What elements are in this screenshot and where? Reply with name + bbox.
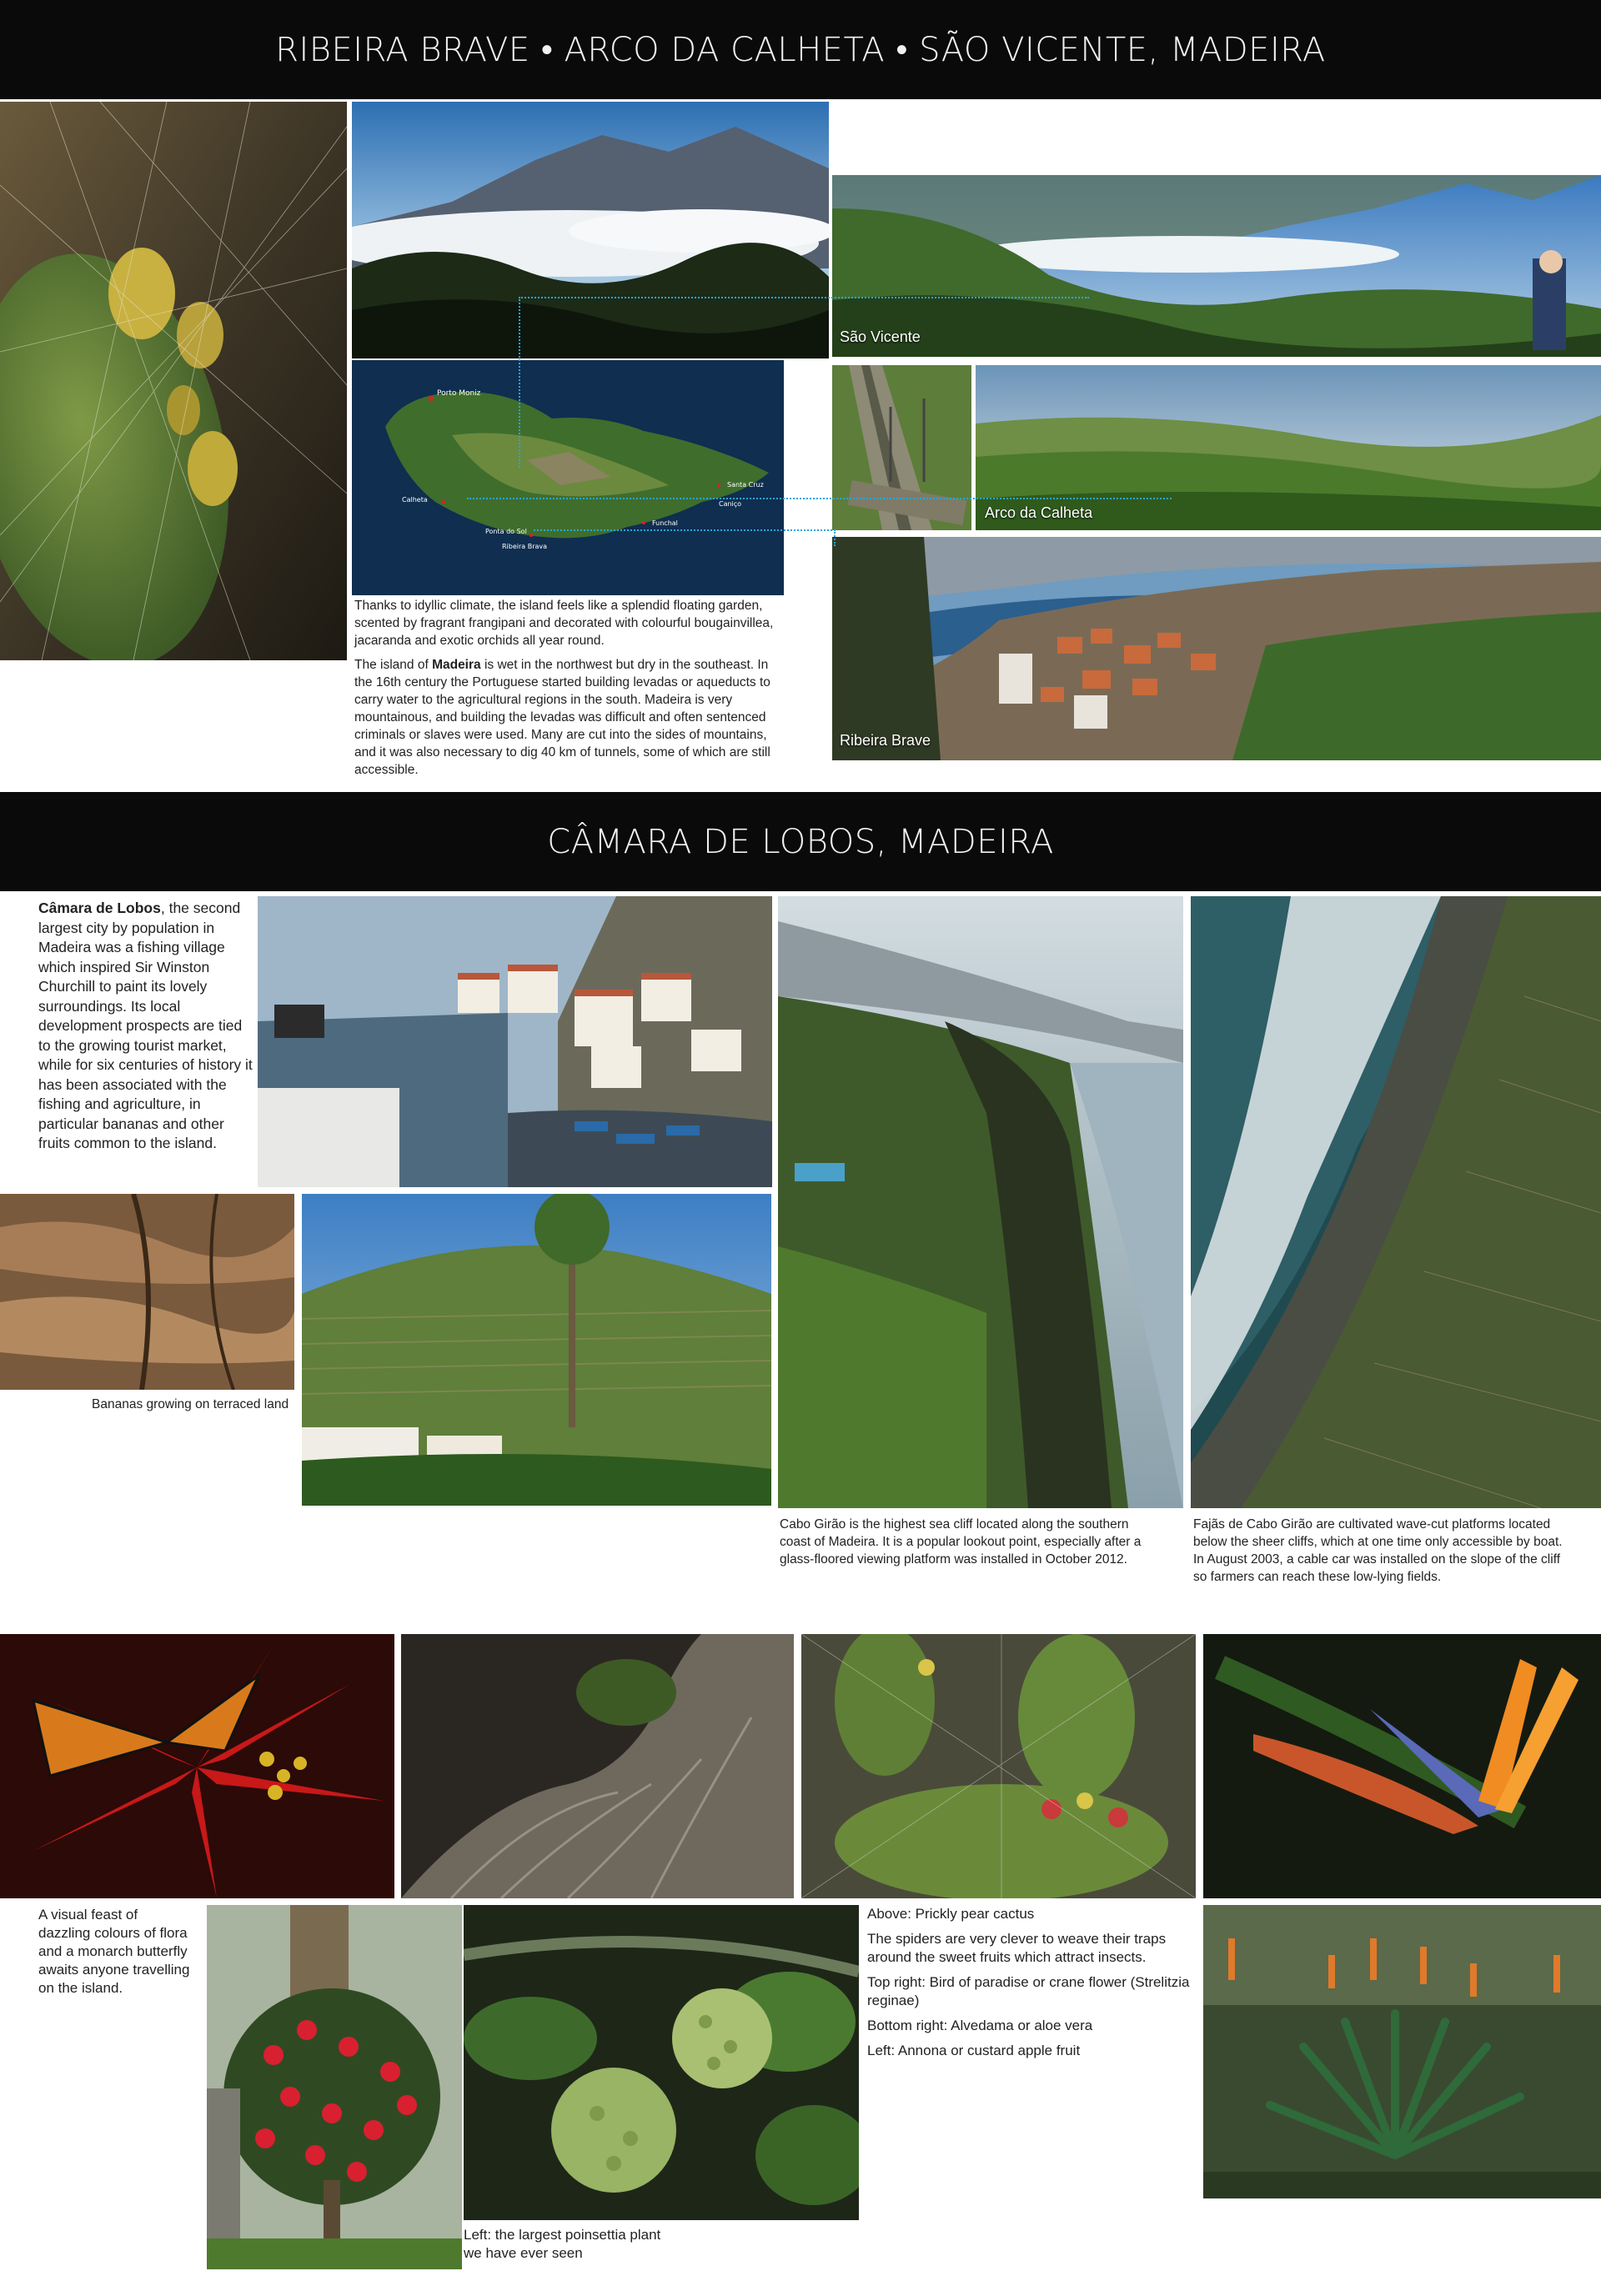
photo-bird-of-paradise <box>1203 1634 1601 1898</box>
camara-bold: Câmara de Lobos <box>38 900 161 916</box>
connector-sao-vicente <box>519 297 1089 298</box>
photo-tree-trunk <box>401 1634 794 1898</box>
note-custard-apple: Left: Annona or custard apple fruit <box>867 2043 1081 2058</box>
photo-prickly-pear-web <box>0 102 347 660</box>
section-title-text: RIBEIRA BRAVE • ARCO DA CALHETA • SÃO VICENTE, MADEIRA <box>275 30 1326 69</box>
photo-camara-harbour <box>258 896 772 1187</box>
photo-mountain-clouds <box>352 102 829 358</box>
section-title-camara-de-lobos <box>0 792 1601 891</box>
connector-ribeira-h <box>534 529 836 531</box>
poinsettia-caption-line1: Left: the largest poinsettia plant <box>464 2227 661 2243</box>
poinsettia-caption-line2: we have ever seen <box>464 2245 583 2261</box>
section-title-ribeira-brave <box>0 0 1601 99</box>
photo-custard-apple <box>464 1905 859 2220</box>
section-title-text: CÂMARA DE LOBOS, MADEIRA <box>547 822 1054 861</box>
map-label-ribeira-brava: Ribeira Brava <box>502 543 548 550</box>
label-arco-da-calheta: Arco da Calheta <box>985 504 1093 521</box>
connector-arco <box>467 498 1172 499</box>
map-label-ponta-do-sol: Ponta do Sol <box>485 528 527 535</box>
note-spiders: The spiders are very clever to weave their traps around the sweet fruits which attract insects. <box>867 1931 1167 1965</box>
photo-poinsettia-tree <box>207 1905 462 2269</box>
bananas-caption: Bananas growing on terraced land <box>92 1397 289 1411</box>
madeira-intro-text <box>354 597 788 785</box>
photo-levada <box>832 365 971 530</box>
note-bird-of-paradise: Top right: Bird of paradise or crane flower (Strelitzia reginae) <box>867 1974 1190 2008</box>
photo-monarch-poinsettia <box>0 1634 394 1898</box>
note-prickly-pear: Above: Prickly pear cactus <box>867 1906 1035 1922</box>
flora-notes <box>867 1905 1194 2067</box>
map-label-canico: Caniço <box>719 500 742 508</box>
connector-sao-vicente-v <box>519 297 520 468</box>
photo-aloe-vera <box>1203 1905 1601 2198</box>
label-ribeira-brave: Ribeira Brave <box>840 732 931 749</box>
camara-intro-text: Câmara de Lobos, the second largest city by population in Madeira was a fishing village which inspired Sir Winston Churchill to paint its lovely surroundings. Its local development prospects are tied to the growing tourist market, while for six centuries of history it has been associated with the fishing and agriculture, in particular bananas and other fruits common to the island. <box>38 900 253 1151</box>
label-sao-vicente: São Vicente <box>840 328 921 345</box>
madeira-bold: Madeira <box>432 658 481 672</box>
photo-prickly-pear <box>801 1634 1196 1898</box>
photo-madeira-map <box>352 360 784 595</box>
connector-ribeira-v <box>834 529 836 546</box>
photo-sao-vicente <box>832 175 1601 357</box>
photo-banana-terraces <box>302 1194 771 1506</box>
photo-fajas-cabo-girao <box>1191 896 1601 1508</box>
cabo-girao-caption: Cabo Girão is the highest sea cliff located along the southern coast of Madeira. It is a popular lookout point, especially after a glass-floored viewing platform was installed in October 2012. <box>780 1517 1142 1567</box>
map-label-calheta: Calheta <box>402 496 428 504</box>
madeira-intro-p2: The island of Madeira is wet in the northwest but dry in the southeast. In the 16th century the Portuguese started building levadas or aqueducts to carry water to the agricultural regions in the south. Madeira is very mountainous, and building the levadas was difficult and often sentenced criminals or slaves were used. Many are cut into the sides of mountains, and it was also necessary to dig 40 km of tunnels, some of which are still accessible. <box>354 658 770 777</box>
map-label-porto-moniz: Porto Moniz <box>437 389 481 398</box>
photo-bark <box>0 1194 294 1390</box>
map-label-funchal: Funchal <box>652 519 678 527</box>
photo-cabo-girao <box>778 896 1183 1508</box>
poinsettia-caption <box>464 2226 660 2263</box>
madeira-intro-p1: Thanks to idyllic climate, the island feels like a splendid floating garden, scented by fragrant frangipani and decorated with colourful bougainvillea, jacaranda and exotic orchids all year round. <box>354 599 774 648</box>
photo-ribeira-brave <box>832 537 1601 760</box>
feast-caption: A visual feast of dazzling colours of flora and a monarch butterfly awaits anyone travelling on the island. <box>38 1907 190 1996</box>
note-aloe-vera: Bottom right: Alvedama or aloe vera <box>867 2018 1093 2033</box>
map-label-santa-cruz: Santa Cruz <box>727 481 764 489</box>
fajas-caption: Fajãs de Cabo Girão are cultivated wave-cut platforms located below the sheer cliffs, which at one time only accessible by boat. In August 2003, a cable car was installed on the slope of the cliff so farmers can reach these low-lying fields. <box>1193 1517 1563 1584</box>
